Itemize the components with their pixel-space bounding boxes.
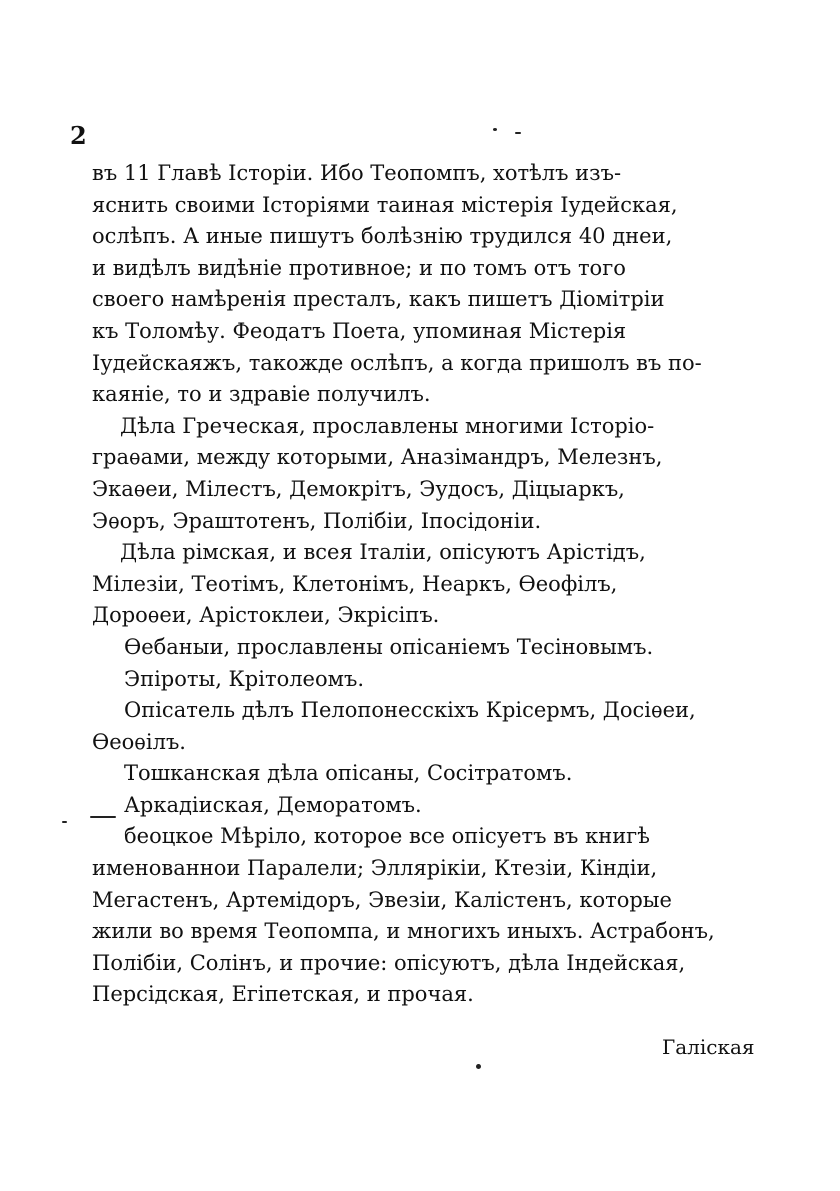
text-line: каяніе, то и здравіе получилъ.	[92, 382, 431, 407]
body-text	[92, 158, 782, 1011]
ink-speck	[515, 132, 521, 134]
text-line: Дѣла рімская, и всея Італіи, опісуютъ Арістідъ,	[120, 540, 646, 565]
text-line: Экаѳеи, Мілестъ, Демокрітъ, Эудосъ, Діцыаркъ,	[92, 476, 625, 501]
text-line: жили во время Теопомпа, и многихъ иныхъ. Астрабонъ,	[92, 919, 715, 944]
text-line: Персідская, Егіпетская, и прочая.	[92, 982, 474, 1007]
text-line: Дѣла Греческая, прославлены многими Історіо-	[120, 413, 655, 438]
text-line: Опісатель дѣлъ Пелопонесскіхъ Крісермъ, Досіѳеи,	[124, 698, 696, 723]
ink-speck	[476, 1064, 481, 1069]
text-line: Іудейскаяжъ, такожде ослѣпъ, а когда пришолъ въ по-	[92, 350, 702, 375]
text-line: Эпіроты, Крітолеомъ.	[124, 666, 365, 691]
text-line: въ 11 Главѣ Історіи. Ибо Теопомпъ, хотѣлъ изъ-	[92, 161, 622, 185]
ink-speck	[493, 128, 497, 131]
text-line: и видѣлъ видѣніе противное; и по томъ отъ того	[92, 255, 626, 280]
text-line: къ Толомѣу. Феодатъ Поета, упоминая Містерія	[92, 318, 627, 343]
text-line: Мілезіи, Теотімъ, Клетонімъ, Неаркъ, Ѳеофілъ,	[92, 571, 618, 596]
text-line: Мегастенъ, Артемідоръ, Эвезіи, Калістенъ, которые	[92, 887, 672, 912]
text-line: Полібіи, Солінъ, и прочие: опісуютъ, дѣла Індейская,	[92, 950, 686, 975]
text-line: Тошканская дѣла опісаны, Сосітратомъ.	[124, 761, 573, 786]
text-line: яснить своими Історіями таиная містерія Іудейская,	[92, 192, 678, 217]
text-line: Аркадіиская, Деморатомъ.	[124, 792, 422, 817]
text-line: именованнои Паралели; Эллярікіи, Ктезіи, Кіндіи,	[92, 856, 658, 881]
catchword: Галіская	[662, 1035, 755, 1059]
text-line: граѳами, между которыми, Аназімандръ, Мелезнъ,	[92, 445, 663, 470]
page-number: 2	[70, 121, 87, 150]
text-line: Ѳебаныи, прославлены опісаніемъ Тесіновымъ.	[124, 634, 654, 659]
text-line: своего намѣренія престалъ, какъ пишетъ Діомітріи	[92, 287, 665, 312]
text-line: Эѳоръ, Эраштотенъ, Полібіи, Іпосідоніи.	[92, 508, 542, 533]
text-line: Дороѳеи, Арістоклеи, Экрісіпъ.	[92, 603, 440, 628]
text-line: беоцкое Мѣріло, которое все опісуетъ въ книгѣ	[124, 824, 650, 849]
text-line: ослѣпъ. А иные пишутъ болѣзнію трудился 40 днеи,	[92, 224, 673, 249]
ink-speck	[62, 821, 67, 823]
text-line: Ѳеоѳілъ.	[92, 729, 186, 754]
